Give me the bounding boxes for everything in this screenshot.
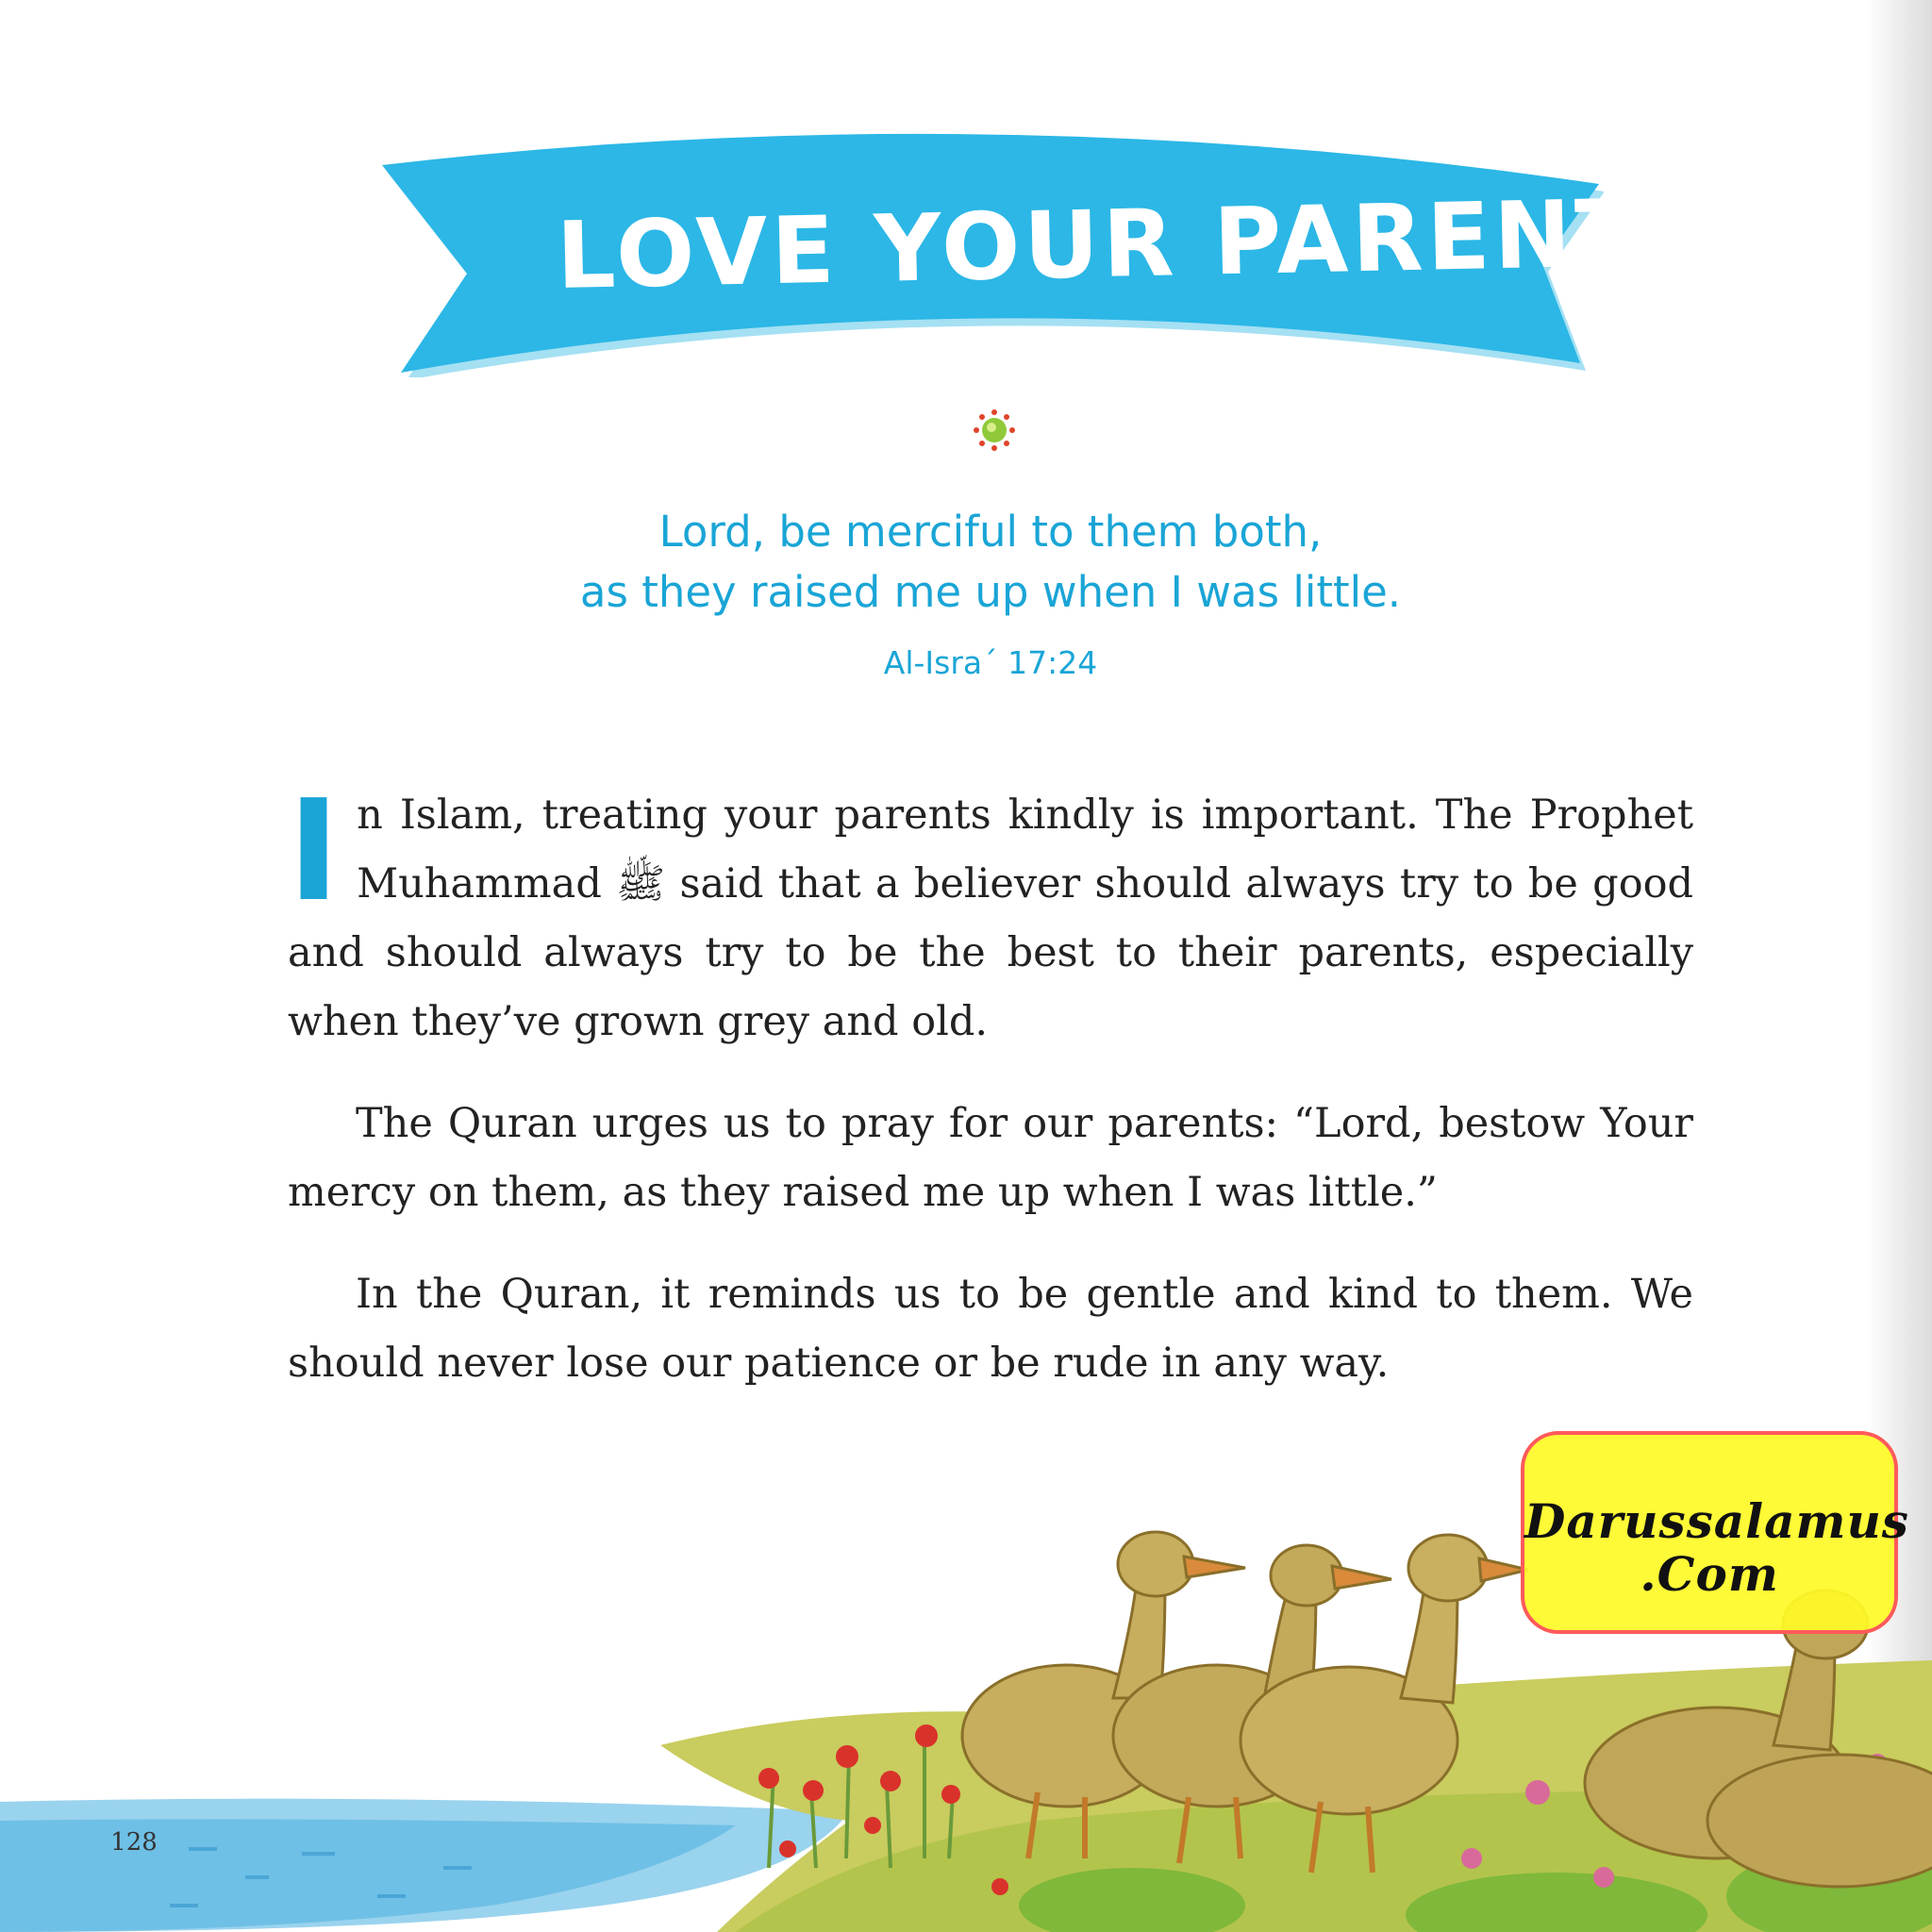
verse-line-1: Lord, be merciful to them both, [658,507,1323,557]
body-text [288,770,1693,1431]
watermark-line-1: Darussalamus [1524,1493,1909,1549]
flower-ornament-icon [972,408,1017,453]
paragraph-1 [288,770,1693,1057]
paragraph-3: In the Quran, it reminds us to be gentle and kind to them. We should never lose our patience or be rude in any way. [288,1271,1693,1387]
verse-line-2: as they raised me up when I was little. [579,567,1402,617]
drop-cap: I [288,770,341,932]
watermark-badge [1521,1431,1909,1634]
watermark-line-2: .Com [1640,1546,1779,1602]
page-title: LOVE YOUR PARENTS [555,178,1714,310]
paragraph-2: The Quran urges us to pray for our parents: “Lord, bestow Your mercy on them, as they raised me up when I was little.” [288,1100,1693,1216]
page-number: 128 [110,1828,158,1857]
verse-reference: Al-Isra´ 17:24 [883,644,1098,681]
paragraph-1-text: n Islam, treating your parents kindly is important. The Prophet Muhammad ﷺ said that a believer should always try to be good and should always try to be the best to their parents, especially when they’ve grown grey and old. [288,791,1693,1045]
quran-verse [472,502,1509,623]
